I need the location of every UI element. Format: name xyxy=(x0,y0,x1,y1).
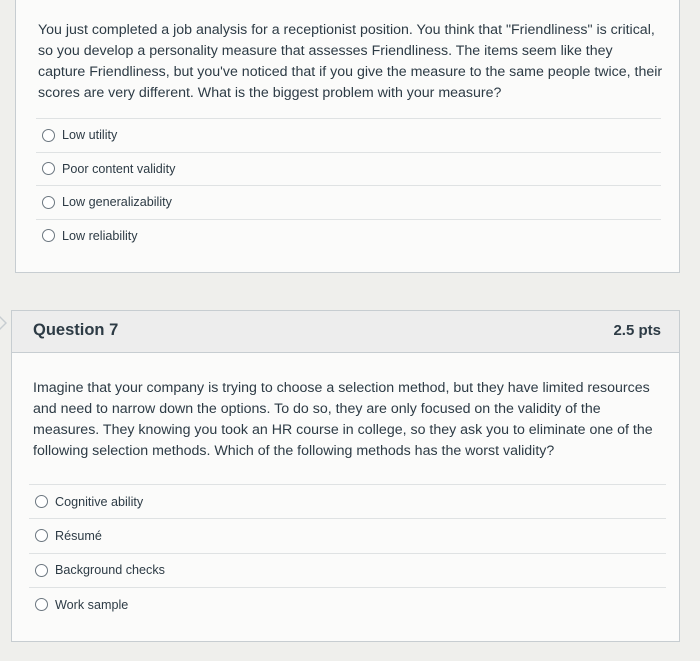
answer-option-work-sample[interactable] xyxy=(29,587,666,621)
answer-label: Poor content validity xyxy=(62,161,176,176)
radio-button[interactable] xyxy=(42,229,55,242)
question-6-text: You just completed a job analysis for a receptionist position. You think that "Friendliness" is critical, so you develop a personality measure that assesses Friendliness. The items seem like they capture Friendliness, but you've noticed that if you give the measure to the same people twice, their scores are very different. What is the biggest problem with your measure? xyxy=(38,22,663,101)
radio-button[interactable] xyxy=(42,162,55,175)
radio-button[interactable] xyxy=(35,598,48,611)
answer-label: Low generalizability xyxy=(62,195,172,210)
answer-label: Résumé xyxy=(55,528,102,543)
question-7-answers xyxy=(29,484,666,621)
question-7-card xyxy=(11,310,680,642)
answer-option-background-checks[interactable] xyxy=(29,553,666,587)
radio-button[interactable] xyxy=(35,529,48,542)
radio-button[interactable] xyxy=(42,196,55,209)
question-title: Question 7 xyxy=(33,321,119,339)
question-6-card xyxy=(15,0,680,273)
radio-button[interactable] xyxy=(42,129,55,142)
answer-label: Work sample xyxy=(55,597,129,612)
question-flag-icon-inner xyxy=(0,318,5,328)
answer-option-poor-content-validity[interactable] xyxy=(36,152,661,186)
answer-option-resume[interactable] xyxy=(29,518,666,552)
question-points: 2.5 pts xyxy=(613,322,661,339)
answer-label: Low utility xyxy=(62,128,118,143)
answer-option-cognitive-ability[interactable] xyxy=(29,484,666,518)
radio-button[interactable] xyxy=(35,495,48,508)
answer-option-low-generalizability[interactable] xyxy=(36,185,661,219)
question-7-text: Imagine that your company is trying to choose a selection method, but they have limited resources and need to narrow down the options. To do so, they are only focused on the validity of the measures. They knowing you took an HR course in college, so they ask you to eliminate one of the following selection methods. Which of the following methods has the worst validity? xyxy=(33,380,653,459)
answer-option-low-utility[interactable] xyxy=(36,118,661,152)
question-7-header xyxy=(12,311,679,353)
radio-button[interactable] xyxy=(35,564,48,577)
answer-label: Cognitive ability xyxy=(55,494,144,509)
answer-option-low-reliability[interactable] xyxy=(36,219,661,253)
question-6-answers xyxy=(36,118,661,252)
answer-label: Background checks xyxy=(55,563,165,578)
answer-label: Low reliability xyxy=(62,228,138,243)
